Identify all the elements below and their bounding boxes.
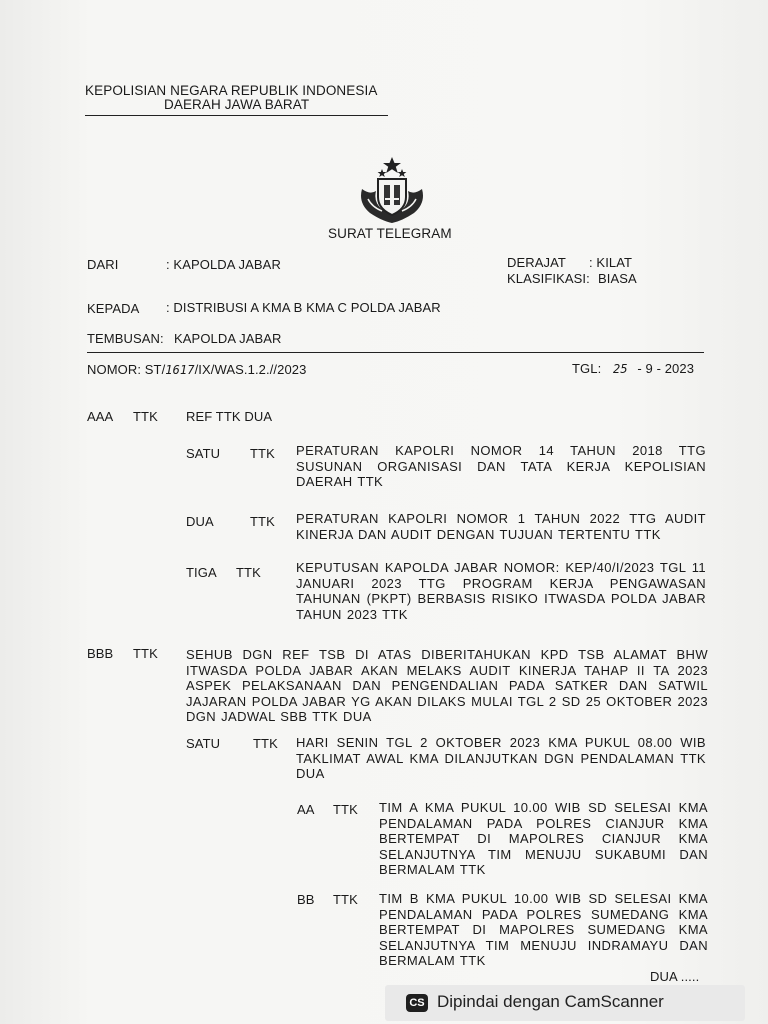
letterhead-rule bbox=[85, 115, 388, 116]
klasifikasi-value: BIASA bbox=[598, 271, 637, 286]
ref-text: KEPUTUSAN KAPOLDA JABAR NOMOR: KEP/40/I/2023 TGL 11 JANUARI 2023 TTG PROGRAM KERJA PENGAWASAN TAHUNAN (PKPT) BERBASIS RISIKO ITWASDA POLDA JABAR TAHUN 2023 TTK bbox=[296, 560, 706, 622]
ref-label: DUA bbox=[186, 514, 214, 529]
bbb-text: SEHUB DGN REF TSB DI ATAS DIBERITAHUKAN KPD TSB ALAMAT BHW ITWASDA POLDA JABAR AKAN MELAKS AUDIT KINERJA TAHAP II TA 2023 ASPEK PELAKSANAAN DAN PENGENDALIAN PADA SATKER DAN SATWIL JAJARAN POLDA JABAR YG AKAN DILAKS MULAI TGL 2 SD 25 OKTOBER 2023 DGN JADWAL SBB TTK DUA bbox=[186, 647, 708, 725]
ref-ttk: TTK bbox=[250, 514, 275, 529]
derajat-value: : KILAT bbox=[589, 255, 633, 270]
klasifikasi-label: KLASIFIKASI: bbox=[507, 271, 590, 286]
org-name: KEPOLISIAN NEGARA REPUBLIK INDONESIA bbox=[85, 83, 378, 98]
ref-label: TIGA bbox=[186, 565, 217, 580]
continuation-marker: DUA ..... bbox=[650, 969, 700, 984]
document-title: SURAT TELEGRAM bbox=[328, 226, 452, 241]
kepada-label: KEPADA bbox=[87, 301, 140, 316]
kepada-value: : DISTRIBUSI A KMA B KMA C POLDA JABAR bbox=[166, 300, 441, 315]
ref-ttk: TTK bbox=[236, 565, 261, 580]
tgl-suffix: - 9 - 2023 bbox=[637, 361, 695, 376]
sub-text: TIM A KMA PUKUL 10.00 WIB SD SELESAI KMA PENDALAMAN PADA POLRES CIANJUR KMA BERTEMPAT DI MAPOLRES CIANJUR KMA SELANJUTNYA TIM MENUJU SUKABUMI DAN BERMALAM TTK bbox=[379, 800, 708, 878]
ref-label: SATU bbox=[186, 446, 221, 461]
bbb-ttk: TTK bbox=[133, 646, 158, 661]
tgl-label: TGL: bbox=[572, 361, 602, 376]
tembusan-label: TEMBUSAN: bbox=[87, 331, 164, 346]
nomor-line bbox=[87, 362, 306, 377]
camscanner-text: Dipindai dengan CamScanner bbox=[437, 992, 664, 1011]
aaa-text: REF TTK DUA bbox=[186, 409, 273, 424]
police-emblem-icon bbox=[352, 155, 432, 225]
schedule-ttk: TTK bbox=[253, 736, 278, 751]
org-region: DAERAH JAWA BARAT bbox=[164, 97, 310, 112]
sub-text: TIM B KMA PUKUL 10.00 WIB SD SELESAI KMA PENDALAMAN PADA POLRES SUMEDANG KMA BERTEMPAT DI MAPOLRES SUMEDANG KMA SELANJUTNYA TIM MENUJU INDRAMAYU DAN BERMALAM TTK bbox=[379, 891, 708, 969]
tgl-line bbox=[572, 361, 694, 376]
sub-ttk: TTK bbox=[333, 892, 358, 907]
schedule-text: HARI SENIN TGL 2 OKTOBER 2023 KMA PUKUL 08.00 WIB TAKLIMAT AWAL KMA DILANJUTKAN DGN PENDALAMAN TTK DUA bbox=[296, 735, 706, 782]
ref-text: PERATURAN KAPOLRI NOMOR 1 TAHUN 2022 TTG AUDIT KINERJA DAN AUDIT DENGAN TUJUAN TERTENTU TTK bbox=[296, 511, 706, 542]
meta-rule bbox=[87, 352, 704, 353]
nomor-prefix: NOMOR: ST/ bbox=[87, 362, 166, 377]
ref-text: PERATURAN KAPOLRI NOMOR 14 TAHUN 2018 TTG SUSUNAN ORGANISASI DAN TATA KERJA KEPOLISIAN DAERAH TTK bbox=[296, 443, 706, 490]
nomor-handwritten: 1617 bbox=[165, 363, 195, 377]
sub-label: AA bbox=[297, 802, 315, 817]
camscanner-icon: CS bbox=[406, 994, 428, 1012]
aaa-label: AAA bbox=[87, 409, 114, 424]
ref-ttk: TTK bbox=[250, 446, 275, 461]
schedule-label: SATU bbox=[186, 736, 221, 751]
bbb-label: BBB bbox=[87, 646, 114, 661]
dari-value: : KAPOLDA JABAR bbox=[166, 257, 281, 272]
tgl-handwritten: 25 bbox=[613, 362, 628, 376]
sub-ttk: TTK bbox=[333, 802, 358, 817]
sub-label: BB bbox=[297, 892, 315, 907]
tembusan-value: KAPOLDA JABAR bbox=[174, 331, 282, 346]
derajat-label: DERAJAT bbox=[507, 255, 566, 270]
dari-label: DARI bbox=[87, 257, 119, 272]
nomor-suffix: /IX/WAS.1.2.//2023 bbox=[194, 362, 307, 377]
aaa-ttk: TTK bbox=[133, 409, 158, 424]
